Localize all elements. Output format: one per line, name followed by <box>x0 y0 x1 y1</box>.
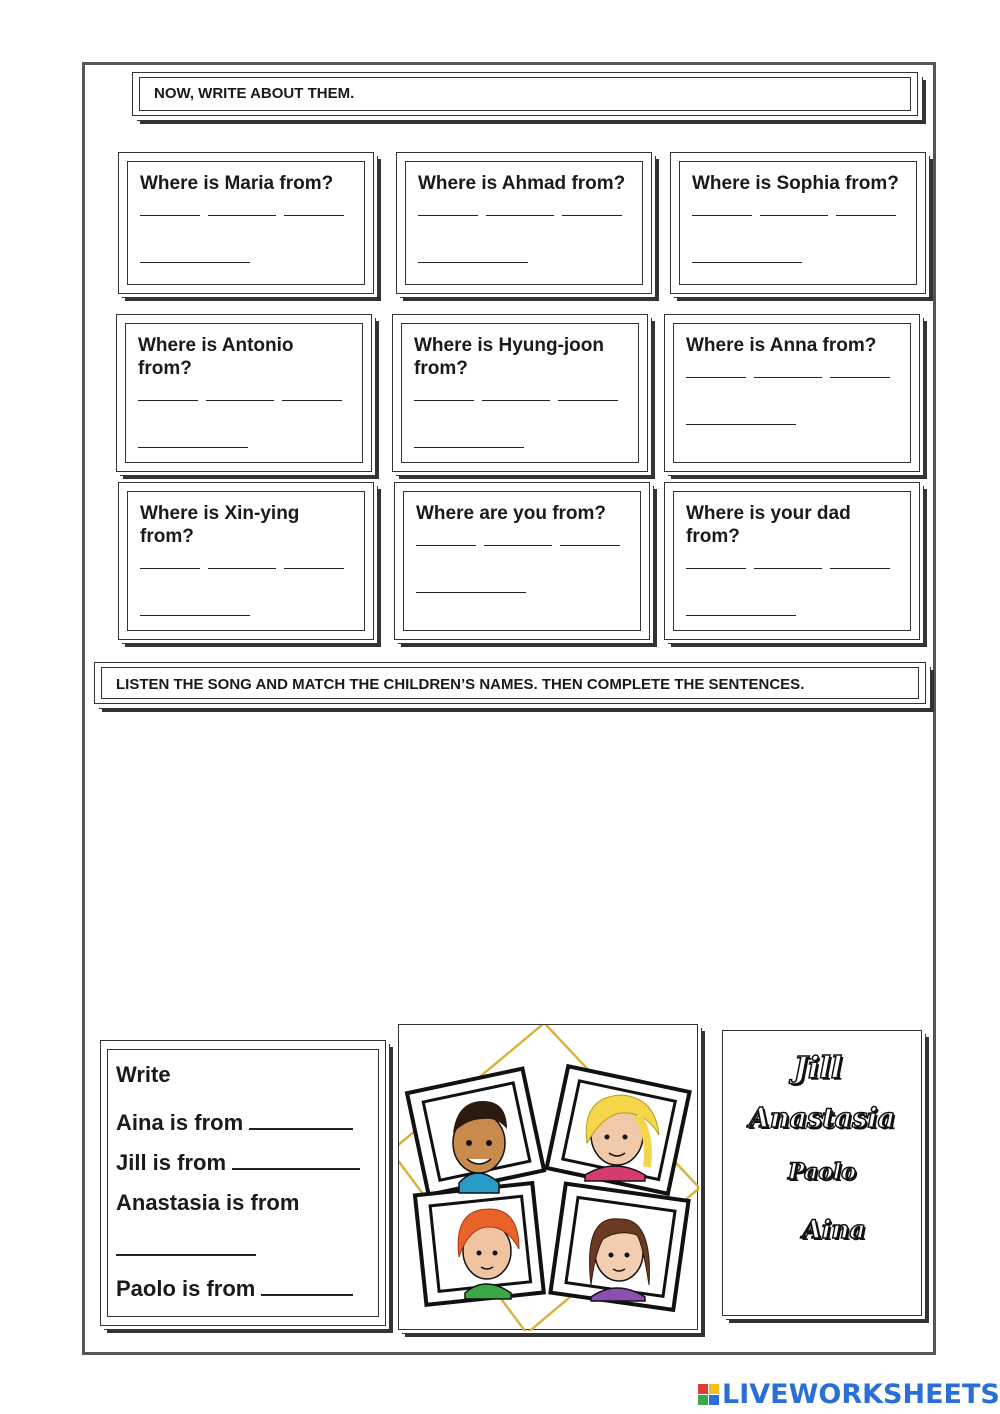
answer-lines[interactable] <box>686 367 898 378</box>
answer-lines[interactable] <box>140 558 352 569</box>
name-jill[interactable]: Jill <box>793 1051 843 1086</box>
question-text: Where is your dad from? <box>686 503 851 547</box>
question-card-antonio <box>116 314 372 472</box>
answer-lines[interactable] <box>140 205 352 216</box>
question-text: Where is Ahmad from? <box>418 173 626 194</box>
liveworksheets-logo <box>698 1380 1000 1408</box>
answer-lines[interactable] <box>414 390 626 401</box>
instruction-text: NOW, WRITE ABOUT THEM. <box>139 77 911 111</box>
question-text: Where is Antonio from? <box>138 335 294 379</box>
answer-line[interactable] <box>414 437 524 448</box>
answer-blank-aina[interactable] <box>249 1110 353 1130</box>
answer-lines[interactable] <box>138 390 350 401</box>
question-text: Where is Anna from? <box>686 335 877 356</box>
question-card-hyung-joon <box>392 314 648 472</box>
question-text: Where is Xin-ying from? <box>140 503 300 547</box>
question-text: Where is Maria from? <box>140 173 334 194</box>
question-text: Where is Hyung-joon from? <box>414 335 604 379</box>
instruction-text: LISTEN THE SONG AND MATCH THE CHILDREN’S NAMES. THEN COMPLETE THE SENTENCES. <box>101 667 919 699</box>
write-title: Write <box>116 1062 171 1087</box>
question-card-sophia <box>670 152 926 294</box>
sentence-anastasia: Anastasia is from <box>116 1190 300 1215</box>
names-box <box>722 1030 922 1316</box>
sentence-aina: Aina is from <box>116 1110 244 1135</box>
instruction-banner-write <box>132 72 918 116</box>
answer-lines[interactable] <box>686 558 898 569</box>
name-aina[interactable]: Aina <box>802 1215 866 1244</box>
question-card-maria <box>118 152 374 294</box>
question-text: Where are you from? <box>416 503 607 524</box>
question-text: Where is Sophia from? <box>692 173 899 194</box>
answer-line[interactable] <box>686 605 796 616</box>
instruction-banner-listen <box>94 662 926 704</box>
question-card-anna <box>664 314 920 472</box>
answer-blank-jill[interactable] <box>232 1150 360 1170</box>
answer-line[interactable] <box>692 252 802 263</box>
answer-line[interactable] <box>416 582 526 593</box>
answer-line[interactable] <box>140 252 250 263</box>
name-paolo[interactable]: Paolo <box>788 1159 856 1185</box>
sentence-jill: Jill is from <box>116 1150 227 1175</box>
children-picture-box <box>398 1024 698 1330</box>
answer-line[interactable] <box>138 437 248 448</box>
answer-line[interactable] <box>686 414 796 425</box>
name-anastasia[interactable]: Anastasia <box>748 1103 896 1134</box>
question-card-dad <box>664 482 920 640</box>
question-card-ahmad <box>396 152 652 294</box>
sentence-paolo: Paolo is from <box>116 1276 256 1301</box>
answer-lines[interactable] <box>418 205 630 216</box>
logo-mark-icon <box>698 1384 719 1405</box>
answer-lines[interactable] <box>416 535 628 546</box>
answer-line[interactable] <box>418 252 528 263</box>
logo-text: LIVEWORKSHEETS <box>722 1378 1000 1410</box>
answer-lines[interactable] <box>692 205 904 216</box>
write-box <box>100 1040 386 1326</box>
question-card-you <box>394 482 650 640</box>
answer-blank-anastasia[interactable] <box>116 1236 256 1256</box>
answer-line[interactable] <box>140 605 250 616</box>
question-card-xin-ying <box>118 482 374 640</box>
children-photos-illustration <box>399 1025 699 1331</box>
answer-blank-paolo[interactable] <box>261 1276 353 1296</box>
